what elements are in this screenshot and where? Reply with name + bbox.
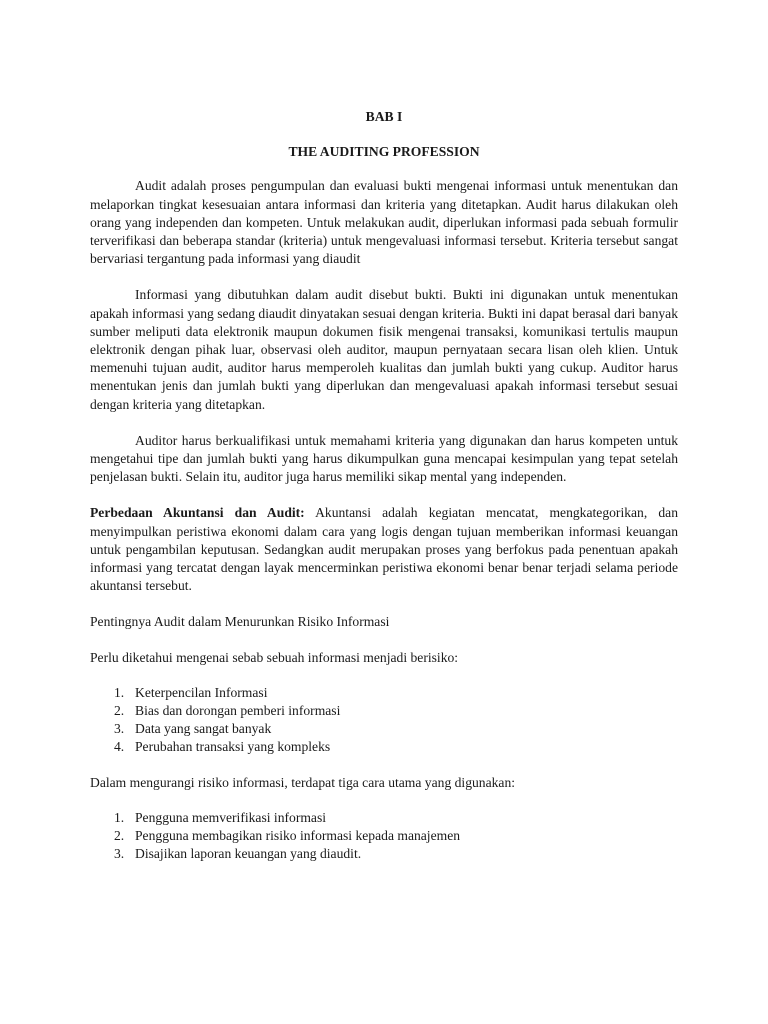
list-item-text: Perubahan transaksi yang kompleks bbox=[135, 739, 331, 755]
list-item-number: 3. bbox=[114, 846, 125, 862]
list-item bbox=[90, 684, 678, 702]
chapter-heading: BAB I bbox=[365, 109, 403, 124]
list-item-number: 3. bbox=[114, 721, 125, 737]
accounting-vs-audit-label: Perbedaan Akuntansi dan Audit: bbox=[90, 505, 305, 521]
document-page bbox=[90, 108, 678, 881]
list-item bbox=[90, 845, 678, 863]
accounting-vs-audit-text: Akuntansi adalah kegiatan mencatat, mengkategorikan, dan menyimpulkan peristiwa ekonomi dalam cara yang logis dengan tujuan memberikan informasi keuangan untuk pengambilan keputusan. Sedangkan audit merupakan proses yang berfokus pada penentuan apakah informasi yang tercatat dengan layak mencerminkan peristiwa ekonomi benar benar terjadi selama periode akuntansi tersebut. bbox=[90, 505, 679, 594]
reduce-intro: Dalam mengurangi risiko informasi, terdapat tiga cara utama yang digunakan: bbox=[90, 774, 516, 790]
list-item bbox=[90, 702, 678, 720]
paragraph-audit-definition: Audit adalah proses pengumpulan dan evaluasi bukti mengenai informasi untuk menentukan dan melaporkan tingkat kesesuaian antara informasi dan kriteria yang ditetapkan. Audit harus dilakukan oleh orang yang independen dan kompeten. Untuk melakukan audit, diperlukan informasi pada sebuah formulir terverifikasi dan beberapa standar (kriteria) untuk mengevaluasi informasi tersebut. Kriteria tersebut sangat bervariasi tergantung pada informasi yang diaudit bbox=[90, 178, 678, 267]
list-item-text: Pengguna membagikan risiko informasi kepada manajemen bbox=[135, 828, 461, 844]
list-item-text: Pengguna memverifikasi informasi bbox=[135, 809, 327, 825]
risk-causes-list bbox=[90, 684, 678, 757]
list-item-text: Data yang sangat banyak bbox=[135, 721, 272, 737]
importance-heading: Pentingnya Audit dalam Menurunkan Risiko Informasi bbox=[90, 614, 390, 630]
chapter-title: THE AUDITING PROFESSION bbox=[288, 144, 480, 160]
list-item-text: Bias dan dorongan pemberi informasi bbox=[135, 703, 341, 719]
list-item bbox=[90, 738, 678, 756]
list-item-text: Keterpencilan Informasi bbox=[135, 684, 268, 700]
list-item-number: 1. bbox=[114, 684, 125, 700]
list-item bbox=[90, 827, 678, 845]
paragraph-accounting-vs-audit bbox=[90, 504, 678, 595]
list-item-number: 2. bbox=[114, 828, 125, 844]
list-item-number: 2. bbox=[114, 703, 125, 719]
list-item-number: 1. bbox=[114, 809, 125, 825]
list-item-text: Disajikan laporan keuangan yang diaudit. bbox=[135, 846, 362, 862]
list-item bbox=[90, 720, 678, 738]
paragraph-evidence: Informasi yang dibutuhkan dalam audit disebut bukti. Bukti ini digunakan untuk menentukan apakah informasi yang sedang diaudit dinyatakan sesuai dengan kriteria. Bukti ini dapat berasal dari banyak sumber meliputi data elektronik maupun dokumen fisik mengenai transaksi, komunikasi tertulis maupun elektronik dengan pihak luar, observasi oleh auditor, maupun pernyataan secara lisan oleh klien. Untuk memenuhi tujuan audit, auditor harus memperoleh kualitas dan jumlah bukti yang cukup. Auditor harus menentukan jenis dan jumlah bukti yang diperlukan dan mengevaluasi apakah informasi tersebut sesuai dengan kriteria yang ditetapkan. bbox=[90, 287, 678, 412]
list-item bbox=[90, 809, 678, 827]
risk-intro: Perlu diketahui mengenai sebab sebuah informasi menjadi berisiko: bbox=[90, 649, 459, 665]
paragraph-auditor-qualification: Auditor harus berkualifikasi untuk memahami kriteria yang digunakan dan harus kompeten untuk mengetahui tipe dan jumlah bukti yang harus dikumpulkan guna mencapai kesimpulan yang tepat setelah penjelasan bukti. Selain itu, auditor juga harus memiliki sikap mental yang independen. bbox=[90, 432, 678, 485]
list-item-number: 4. bbox=[114, 739, 125, 755]
reduce-methods-list bbox=[90, 809, 678, 864]
